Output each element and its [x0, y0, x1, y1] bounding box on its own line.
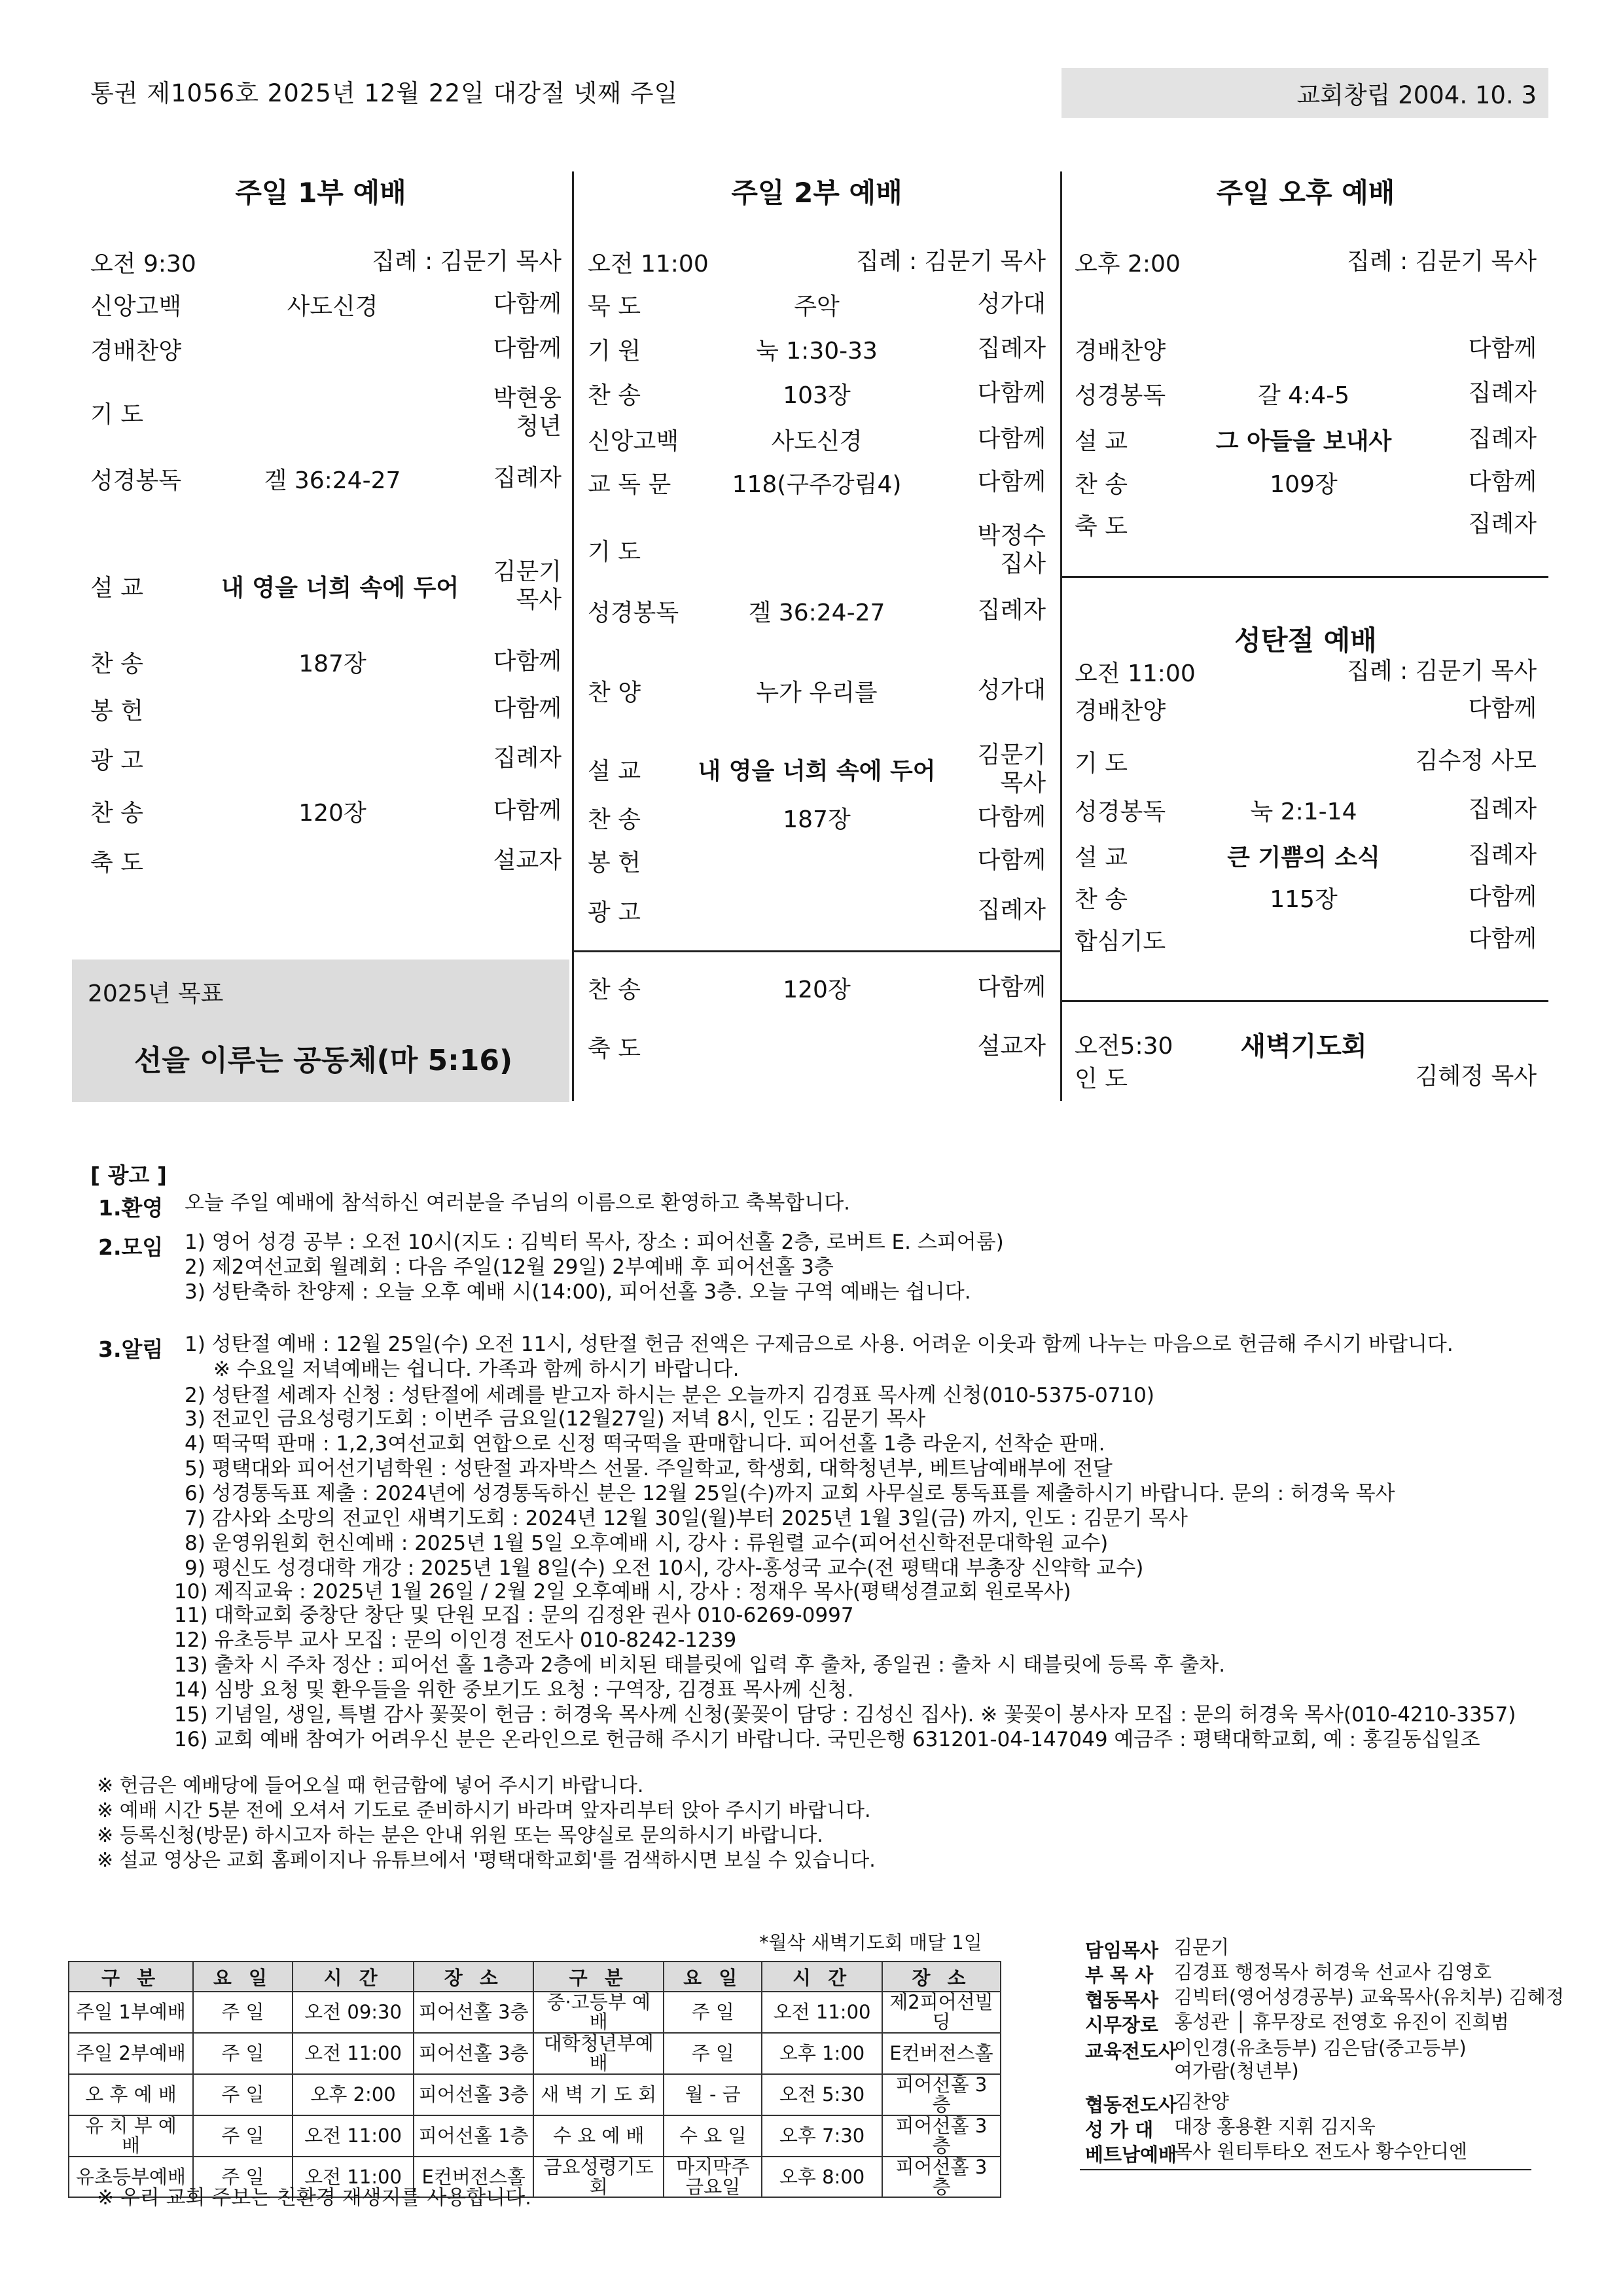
service1-item-label: 봉 헌 [90, 697, 143, 725]
service3-item-content: 갈 4:4-5 [1257, 382, 1350, 409]
service2-item-content: 눅 1:30-33 [756, 337, 878, 365]
schedule-cell: 오전 11:00 [293, 2115, 414, 2157]
schedule-cell: 오전 09:30 [293, 1992, 414, 2033]
schedule-header-cell: 시 간 [293, 1962, 414, 1992]
column-divider-2 [1060, 171, 1062, 1101]
staff-row [1085, 2140, 1467, 2167]
staff-role: 협동전도사 [1085, 2094, 1177, 2116]
service2-row [588, 377, 1046, 410]
service1-row [90, 288, 562, 321]
service2-item-person: 다함께 [977, 469, 1046, 496]
service2-row [588, 594, 1046, 627]
service1-row [90, 550, 562, 622]
service1-row [90, 462, 562, 495]
service2-row [588, 894, 1046, 927]
remark-item: ※ 헌금은 예배당에 들어오실 때 헌금함에 넣어 주시기 바랍니다. [97, 1774, 644, 1797]
service2-item-person: 성가대 [977, 677, 1046, 704]
schedule-header-cell: 장 소 [414, 1962, 533, 1992]
news-item: 2) 성탄절 세례자 신청 : 성탄절에 세례를 받고자 하시는 분은 오늘까지 김경표 목사께 신청(010-5375-0710) [185, 1384, 1154, 1407]
staff-names: 홍성관 │ 휴무장로 전영호 유진이 진희범 [1174, 2011, 1509, 2033]
staff-role: 담임목사 [1085, 1939, 1159, 1962]
schedule-cell: 오후 2:00 [293, 2074, 414, 2115]
staff-names: 대장 홍용환 지휘 김지욱 [1174, 2115, 1376, 2138]
service2-title: 주일 2부 예배 [731, 177, 902, 209]
service2-item-person: 집례자 [977, 597, 1046, 624]
remark-item: ※ 등록신청(방문) 하시고자 하는 분은 안내 위원 또는 목양실로 문의하시기 바랍니다. [97, 1824, 823, 1847]
service2-item-label: 찬 송 [588, 806, 641, 833]
service1-item-content: 사도신경 [287, 293, 378, 320]
schedule-cell: 유초등부예배 [69, 2157, 193, 2198]
service3-item-label: 찬 송 [1075, 471, 1128, 498]
christmas-item-person: 집례자 [1468, 842, 1537, 869]
schedule-note: *월삭 새벽기도회 매달 1일 [759, 1931, 982, 1954]
service2-item-person: 집례자 [977, 897, 1046, 924]
service2-item-label: 교 독 문 [588, 471, 671, 498]
schedule-cell: 피어선홀 3층 [414, 2033, 533, 2074]
news-item: 10) 제직교육 : 2025년 1월 26일 / 2월 2일 오후예배 시, 강사 : 정재우 목사(평택성결교회 원로목사) [174, 1580, 1071, 1604]
christmas-time: 오전 11:00 [1075, 660, 1196, 687]
service1-time: 오전 9:30 [90, 250, 196, 278]
service2-row [588, 971, 1046, 1004]
schedule-cell: 유 치 부 예 배 [69, 2115, 193, 2157]
schedule-cell: 피어선홀 3층 [414, 1992, 533, 2033]
welcome-text: 오늘 주일 예배에 참석하신 여러분을 주님의 이름으로 환영하고 축복합니다. [185, 1191, 851, 1215]
christmas-item-label: 설 교 [1075, 844, 1128, 871]
service3-item-label: 경배찬양 [1075, 337, 1166, 365]
service2-item-person: 집례자 [977, 335, 1046, 363]
schedule-cell: 수 요 일 [664, 2115, 762, 2157]
service1-item-label: 축 도 [90, 849, 143, 876]
service2-item-label: 봉 헌 [588, 849, 641, 876]
dawn-row-1 [1075, 1029, 1537, 1062]
dawn-leader: 김혜정 목사 [1415, 1063, 1537, 1090]
news-item: 3) 전교인 금요성령기도회 : 이번주 금요일(12월27일) 저녁 8시, 인도 : 김문기 목사 [185, 1407, 926, 1431]
christmas-item-content: 115장 [1270, 886, 1338, 913]
service1-item-person: 집례자 [493, 465, 562, 492]
schedule-cell: 주일 1부예배 [69, 1992, 193, 2033]
schedule-cell: 주 일 [193, 1992, 293, 2033]
service2-item-content: 누가 우리를 [756, 679, 878, 706]
dawn-lead-label: 인 도 [1075, 1065, 1128, 1092]
service1-item-content: 187장 [298, 650, 366, 677]
schedule-row [69, 1992, 1001, 2033]
service3-row [1075, 332, 1537, 365]
staff-role: 성 가 대 [1085, 2119, 1154, 2141]
schedule-cell: 피어선홀 1층 [414, 2115, 533, 2157]
staff-names: 이인경(유초등부) 김은담(중고등부) 여가람(청년부) [1174, 2037, 1467, 2082]
service2-item-content: 주악 [794, 293, 840, 320]
christmas-item-person: 집례자 [1468, 796, 1537, 823]
service2-item-label: 찬 양 [588, 679, 641, 706]
schedule-cell: 오 후 예 배 [69, 2074, 193, 2115]
service3-item-content: 109장 [1270, 471, 1338, 498]
service1-item-label: 찬 송 [90, 650, 143, 677]
service1-item-label: 광 고 [90, 747, 143, 774]
service2-item-label: 찬 송 [588, 976, 641, 1003]
service1-item-label: 경배찬양 [90, 337, 182, 365]
schedule-cell: 제2피어선빌딩 [882, 1992, 1001, 2033]
schedule-cell: 오전 11:00 [762, 1992, 882, 2033]
service2-item-content: 103장 [783, 382, 851, 409]
service1-item-person: 다함께 [493, 648, 562, 675]
service2-item-label: 신앙고백 [588, 427, 679, 455]
service1-item-person: 박현웅 청년 [493, 384, 562, 440]
service3-leader: 집례 : 김문기 목사 [1347, 248, 1537, 276]
christmas-item-person: 다함께 [1468, 925, 1537, 953]
service3-item-person: 집례자 [1468, 380, 1537, 407]
service1-row [90, 742, 562, 775]
schedule-header-cell: 요 일 [664, 1962, 762, 1992]
service1-item-person: 다함께 [493, 291, 562, 318]
christmas-item-label: 찬 송 [1075, 886, 1128, 913]
service3-title: 주일 오후 예배 [1216, 177, 1395, 209]
schedule-cell: 주 일 [193, 2033, 293, 2074]
christmas-leader: 집례 : 김문기 목사 [1347, 658, 1537, 685]
service2-item-person: 설교자 [977, 1033, 1046, 1060]
schedule-cell: 피어선홀 3층 [882, 2074, 1001, 2115]
schedule-cell: 주 일 [193, 2074, 293, 2115]
service2-item-label: 기 도 [588, 538, 641, 565]
service3-item-person: 다함께 [1468, 469, 1537, 496]
schedule-cell: 중·고등부 예배 [533, 1992, 664, 2033]
service3-header [1075, 245, 1537, 278]
service1-item-label: 성경봉독 [90, 467, 182, 494]
remark-item: ※ 설교 영상은 교회 홈페이지나 유튜브에서 '평택대학교회'를 검색하시면 보실 수 있습니다. [97, 1849, 876, 1872]
service1-item-content: 120장 [298, 799, 366, 827]
schedule-cell: 오후 7:30 [762, 2115, 882, 2157]
service1-item-label: 설 교 [90, 574, 143, 601]
service3-item-label: 성경봉독 [1075, 382, 1166, 409]
service2-item-content: 사도신경 [771, 427, 863, 455]
news-item: 14) 심방 요청 및 환우들을 위한 중보기도 요청 : 구역장, 김경표 목사께 신청. [174, 1678, 854, 1702]
service1-leader: 집례 : 김문기 목사 [372, 248, 562, 276]
service2-item-label: 설 교 [588, 757, 641, 785]
schedule-cell: 수 요 예 배 [533, 2115, 664, 2157]
service1-item-person: 집례자 [493, 745, 562, 772]
service3-item-label: 설 교 [1075, 427, 1128, 455]
service3-row [1075, 508, 1537, 541]
schedule-row [69, 2074, 1001, 2115]
meeting-item: 1) 영어 성경 공부 : 오전 10시(지도 : 김빅터 목사, 장소 : 피어선홀 2층, 로버트 E. 스피어룸) [185, 1230, 1004, 1254]
christmas-row [1075, 745, 1537, 778]
service1-item-label: 찬 송 [90, 799, 143, 827]
schedule-row [69, 2033, 1001, 2074]
service1-row [90, 332, 562, 365]
staff-role: 협동목사 [1085, 1989, 1159, 2011]
service2-item-label: 찬 송 [588, 382, 641, 409]
schedule-header-cell: 구 분 [533, 1962, 664, 1992]
divider-col3-a [1061, 576, 1548, 578]
dawn-row-2 [1075, 1062, 1537, 1092]
schedule-cell: 주 일 [664, 1992, 762, 2033]
christmas-item-label: 기 도 [1075, 749, 1128, 777]
news-item: 13) 출차 시 주차 정산 : 피어선 홀 1층과 2층에 비치된 태블릿에 입력 후 출차, 종일권 : 출차 시 태블릿에 등록 후 출차. [174, 1653, 1226, 1677]
staff-row [1085, 2011, 1509, 2037]
news-item: 5) 평택대와 피어선기념학원 : 성탄절 과자박스 선물. 주일학교, 학생회, 대학청년부, 베트남예배부에 전달 [185, 1457, 1113, 1480]
service1-item-person: 김문기 목사 [493, 558, 562, 613]
staff-role: 부 목 사 [1085, 1964, 1154, 1986]
service1-row [90, 380, 562, 445]
service2-item-person: 다함께 [977, 380, 1046, 407]
news-item: 1) 성탄절 예배 : 12월 25일(수) 오전 11시, 성탄절 헌금 전액은 구제금으로 사용. 어려운 이웃과 함께 나누는 마음으로 헌금해 주시기 바랍니다. [185, 1333, 1454, 1356]
schedule-cell: 주일 2부예배 [69, 2033, 193, 2074]
meeting-item: 2) 제2여선교회 월례회 : 다음 주일(12월 29일) 2부예배 후 피어선홀 3층 [185, 1255, 834, 1279]
schedule-cell: 오후 1:00 [762, 2033, 882, 2074]
service2-leader: 집례 : 김문기 목사 [856, 248, 1046, 276]
news-item: 8) 운영위원회 헌신예배 : 2025년 1월 5일 오후예배 시, 강사 : 류원렬 교수(피어선신학전문대학원 교수) [185, 1532, 1109, 1555]
service2-item-content: 118(구주강림4) [732, 471, 902, 498]
service2-item-person: 성가대 [977, 291, 1046, 318]
service2-row [588, 423, 1046, 456]
divider-col2 [572, 950, 1060, 952]
schedule-cell: 오전 5:30 [762, 2074, 882, 2115]
service3-row [1075, 423, 1537, 456]
christmas-header [1075, 656, 1537, 687]
schedule-cell: 주 일 [193, 2115, 293, 2157]
service2-item-label: 기 원 [588, 337, 641, 365]
service3-item-person: 다함께 [1468, 335, 1537, 363]
service2-row [588, 332, 1046, 365]
service3-item-person: 집례자 [1468, 425, 1537, 453]
service2-item-person: 김문기 목사 [977, 741, 1046, 797]
staff-names: 김빅터(영어성경공부) 교육목사(유치부) 김혜정 [1174, 1986, 1564, 2008]
service2-row [588, 517, 1046, 583]
schedule-cell: 새 벽 기 도 회 [533, 2074, 664, 2115]
service1-item-label: 신앙고백 [90, 293, 182, 320]
schedule-header-cell: 시 간 [762, 1962, 882, 1992]
service2-item-person: 다함께 [977, 847, 1046, 874]
issue-info: 통권 제1056호 2025년 12월 22일 대강절 넷째 주일 [90, 79, 679, 107]
christmas-row [1075, 923, 1537, 956]
dawn-title: 새벽기도회 [1240, 1031, 1367, 1062]
service2-item-person: 다함께 [977, 974, 1046, 1001]
dawn-time: 오전5:30 [1075, 1032, 1173, 1060]
service1-item-person: 다함께 [493, 695, 562, 723]
schedule-cell: 오전 11:00 [293, 2157, 414, 2198]
staff-role: 교육전도사 [1085, 2040, 1177, 2062]
service1-item-content: 겔 36:24-27 [264, 467, 401, 494]
news-item: 15) 기념일, 생일, 특별 감사 꽃꽂이 헌금 : 허경욱 목사께 신청(꽃꽂이 담당 : 김성신 집사). ※ 꽃꽂이 봉사자 모집 : 문의 허경욱 목사(010-4210-3357) [174, 1703, 1516, 1727]
schedule-row [69, 2115, 1001, 2157]
news-item: 12) 유초등부 교사 모집 : 문의 이인경 전도사 010-8242-1239 [174, 1628, 737, 1652]
schedule-cell: 오후 8:00 [762, 2157, 882, 2198]
service1-row [90, 844, 562, 877]
service1-item-person: 다함께 [493, 335, 562, 363]
christmas-item-label: 성경봉독 [1075, 798, 1166, 825]
christmas-row [1075, 793, 1537, 826]
news-item: 6) 성경통독표 제출 : 2024년에 성경통독하신 분은 12월 25일(수)까지 교회 사무실로 통독표를 제출하시기 바랍니다. 문의 : 허경욱 목사 [185, 1482, 1395, 1505]
staff-row [1085, 2037, 1467, 2083]
service2-row [588, 288, 1046, 321]
service1-row [90, 645, 562, 678]
service2-item-label: 성경봉독 [588, 599, 679, 626]
schedule-cell: 피어선홀 3층 [882, 2115, 1001, 2157]
christmas-item-label: 합심기도 [1075, 927, 1166, 955]
service2-item-person: 다함께 [977, 804, 1046, 831]
service2-row [588, 668, 1046, 713]
staff-role: 시무장로 [1085, 2014, 1159, 2036]
schedule-cell: E컨버전스홀 [414, 2157, 533, 2198]
schedule-header-row [69, 1962, 1001, 1992]
service1-row [90, 692, 562, 725]
service2-header [588, 245, 1046, 278]
staff-row [1085, 2090, 1229, 2117]
schedule-header-cell: 구 분 [69, 1962, 193, 1992]
christmas-row [1075, 839, 1537, 872]
divider-col3-b [1061, 1000, 1548, 1002]
news-heading: 3.알림 [98, 1336, 164, 1362]
service2-item-content: 187장 [783, 806, 851, 833]
service2-row [588, 466, 1046, 499]
schedule-cell: 마지막주 금요일 [664, 2157, 762, 2198]
schedule-footnote: ※ 우리 교회 주보는 친환경 재생지를 사용합니다. [97, 2186, 531, 2210]
schedule-table [68, 1961, 1001, 2198]
schedule-cell: E컨버전스홀 [882, 2033, 1001, 2074]
notices-heading: [ 광고 ] [90, 1162, 167, 1188]
christmas-item-person: 김수정 사모 [1415, 747, 1537, 775]
christmas-item-content: 큰 기쁨의 소식 [1227, 844, 1380, 871]
service2-item-content: 내 영을 너희 속에 두어 [698, 757, 936, 785]
service2-time: 오전 11:00 [588, 250, 709, 278]
christmas-item-person: 다함께 [1468, 884, 1537, 911]
staff-row [1085, 1986, 1564, 2013]
goal-label: 2025년 목표 [88, 980, 224, 1007]
staff-names: 김찬양 [1174, 2090, 1230, 2113]
service3-item-label: 축 도 [1075, 512, 1128, 540]
service1-item-person: 설교자 [493, 847, 562, 874]
schedule-cell: 월 - 금 [664, 2074, 762, 2115]
service2-item-content: 겔 36:24-27 [748, 599, 885, 626]
schedule-cell: 오전 11:00 [293, 2033, 414, 2074]
service2-row [588, 733, 1046, 805]
service3-row [1075, 377, 1537, 410]
column-divider-1 [572, 171, 574, 1101]
staff-row [1085, 2115, 1376, 2142]
service2-row [588, 844, 1046, 877]
christmas-item-person: 다함께 [1468, 695, 1537, 723]
staff-names: 김문기 [1174, 1936, 1230, 1958]
news-item: 4) 떡국떡 판매 : 1,2,3여선교회 연합으로 신정 떡국떡을 판매합니다. 피어선홀 1층 라운지, 선착순 판매. [185, 1432, 1105, 1456]
staff-role: 베트남예배 [1085, 2144, 1177, 2166]
schedule-cell: 금요성령기도회 [533, 2157, 664, 2198]
schedule-cell: 피어선홀 3층 [882, 2157, 1001, 2198]
service3-item-content: 그 아들을 보내사 [1215, 427, 1392, 455]
schedule-header-cell: 요 일 [193, 1962, 293, 1992]
remark-item: ※ 예배 시간 5분 전에 오셔서 기도로 준비하시기 바라며 앞자리부터 앉아 주시기 바랍니다. [97, 1799, 871, 1822]
service1-item-content: 내 영을 너희 속에 두어 [221, 574, 459, 601]
service2-row [588, 1030, 1046, 1063]
news-item: 9) 평신도 성경대학 개강 : 2025년 1월 8일(수) 오전 10시, 강사-홍성국 교수(전 평택대 부총장 신약학 교수) [185, 1556, 1144, 1580]
meeting-heading: 2.모임 [98, 1234, 164, 1260]
news-item: 16) 교회 예배 참여가 어려우신 분은 온라인으로 헌금해 주시기 바랍니다. 국민은행 631201-04-147049 예금주 : 평택대학교회, 예 : 홍길동십일조 [174, 1728, 1480, 1751]
service2-item-content: 120장 [783, 976, 851, 1003]
service2-item-label: 광 고 [588, 899, 641, 926]
schedule-cell: 주 일 [664, 2033, 762, 2074]
schedule-cell: 대학청년부예배 [533, 2033, 664, 2074]
christmas-row [1075, 881, 1537, 914]
schedule-header-cell: 장 소 [882, 1962, 1001, 1992]
service1-title: 주일 1부 예배 [235, 177, 406, 209]
schedule-cell: 피어선홀 3층 [414, 2074, 533, 2115]
service3-time: 오후 2:00 [1075, 250, 1181, 278]
service2-item-person: 다함께 [977, 425, 1046, 453]
staff-names: 목사 원티투타오 전도사 황수안디엔 [1174, 2140, 1467, 2162]
meeting-item: 3) 성탄축하 찬양제 : 오늘 오후 예배 시(14:00), 피어선홀 3층. 오늘 구역 예배는 쉽니다. [185, 1280, 971, 1304]
staff-row [1085, 1961, 1491, 1988]
service1-item-label: 기 도 [90, 401, 143, 428]
staff-divider [1080, 2169, 1531, 2170]
service1-header [90, 245, 562, 278]
service2-item-person: 박정수 집사 [977, 522, 1046, 577]
founding-date: 교회창립 2004. 10. 3 [1061, 68, 1548, 118]
welcome-heading: 1.환영 [98, 1195, 164, 1221]
service2-item-label: 묵 도 [588, 293, 641, 320]
service3-item-person: 집례자 [1468, 511, 1537, 538]
service1-item-person: 다함께 [493, 797, 562, 825]
news-item: 11) 대학교회 중창단 창단 및 단원 모집 : 문의 김정완 권사 010-6269-0997 [174, 1604, 854, 1627]
service3-row [1075, 466, 1537, 499]
staff-row [1085, 1936, 1229, 1963]
schedule-cell: 주 일 [193, 2157, 293, 2198]
staff-names: 김경표 행정목사 허경욱 선교사 김영호 [1174, 1961, 1492, 1983]
christmas-row [1075, 692, 1537, 725]
news-item: ※ 수요일 저녁예배는 쉽니다. 가족과 함께 하시기 바랍니다. [213, 1357, 740, 1381]
goal-text: 선을 이루는 공동체(마 5:16) [134, 1044, 513, 1077]
news-item: 7) 감사와 소망의 전교인 새벽기도회 : 2024년 12월 30일(월)부터 2025년 1월 3일(금) 까지, 인도 : 김문기 목사 [185, 1507, 1188, 1530]
service1-row [90, 795, 562, 827]
christmas-item-content: 눅 2:1-14 [1250, 798, 1357, 825]
christmas-title: 성탄절 예배 [1234, 624, 1377, 656]
service2-row [588, 801, 1046, 834]
service2-item-label: 축 도 [588, 1035, 641, 1062]
christmas-item-label: 경배찬양 [1075, 697, 1166, 725]
